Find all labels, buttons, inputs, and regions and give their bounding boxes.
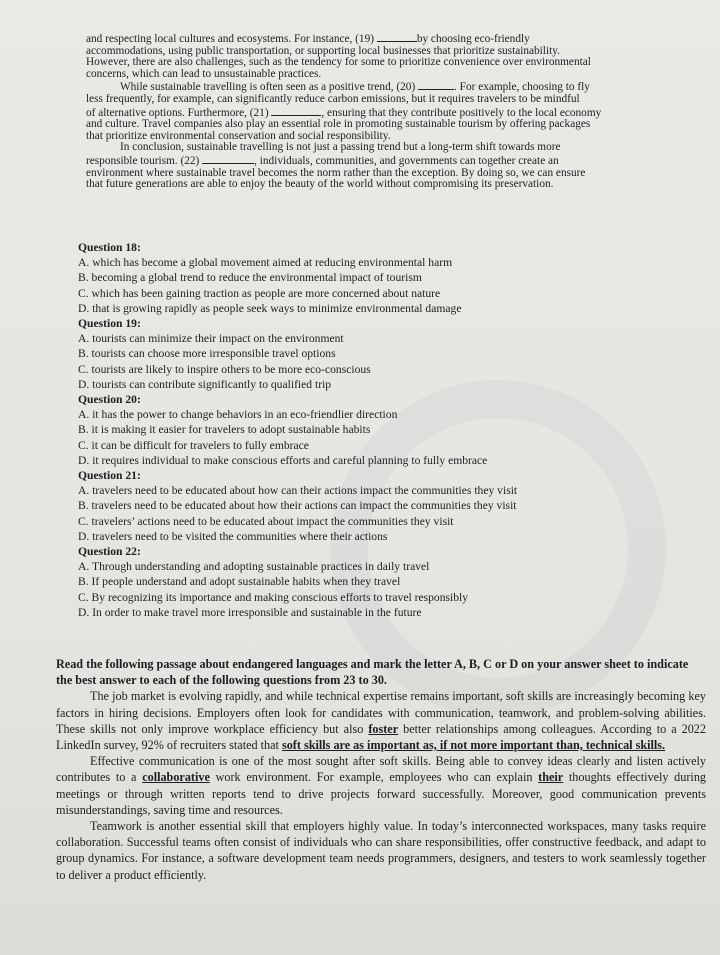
- paragraph-2: [56, 753, 706, 818]
- question-22: [78, 544, 638, 620]
- option-b: [78, 270, 638, 285]
- text-segment: of alternative options. Furthermore, (21): [86, 106, 272, 119]
- option-text: travelers’ actions need to be educated about impact the communities they visit: [91, 514, 454, 528]
- option-c: [78, 362, 638, 377]
- option-text: tourists can choose more irresponsible travel options: [91, 347, 336, 361]
- question-title: Question 18:: [78, 241, 141, 254]
- question-title: Question 20:: [78, 393, 141, 407]
- option-b: [78, 498, 638, 513]
- paragraph-3: Teamwork is another essential skill that employers highly value. In today’s interconnected workspaces, many tasks require collaboration. Successful teams often consist of individuals who can share responsibilities, offer constructive feedback, and adapt to group dynamics. For instance, a software development team needs programmers, designers, and testers to work seamlessly together to deliver a product efficiently.: [56, 819, 706, 882]
- text-segment: . For example, choosing to fly: [454, 81, 590, 94]
- option-key: D.: [78, 529, 90, 543]
- text-segment: work environment. For example, employees who can explain: [209, 770, 539, 785]
- option-c: [78, 286, 638, 301]
- option-key: C.: [78, 362, 89, 376]
- text-line: [86, 80, 676, 94]
- questions-18-22: [78, 240, 638, 620]
- option-text: tourists can minimize their impact on the environment: [92, 332, 344, 346]
- option-key: C.: [78, 286, 89, 300]
- option-c: [78, 590, 638, 605]
- option-key: D.: [78, 453, 90, 467]
- option-d: [78, 453, 638, 468]
- section-instruction: Read the following passage about endangered languages and mark the letter A, B, C or D on your answer sheet to indicate the best answer to each of the following questions from 23 to 30.: [56, 657, 689, 688]
- underlined-sentence: soft skills are as important as, if not more important than, technical skills.: [281, 738, 666, 753]
- text-segment: by choosing eco-friendly: [416, 33, 530, 45]
- option-text: it is making it easier for travelers to adopt sustainable habits: [91, 423, 371, 437]
- option-key: B.: [78, 347, 89, 361]
- option-key: D.: [78, 605, 90, 619]
- option-text: which has become a global movement aimed at reducing environmental harm: [92, 256, 453, 270]
- option-key: B.: [78, 499, 89, 513]
- text-segment: , individuals, communities, and governments can together create an: [254, 154, 559, 167]
- option-text: it can be difficult for travelers to fully embrace: [91, 438, 309, 452]
- text-segment: thoughts effectively during meetings or through written reports tend to drive projects forward successfully. Moreover, good communication prevents misunderstandings, saving time and resources.: [56, 770, 707, 817]
- option-key: C.: [78, 590, 89, 604]
- question-title: Question 21:: [78, 469, 141, 483]
- option-text: By recognizing its importance and making conscious efforts to travel responsibly: [91, 590, 469, 604]
- option-key: A.: [78, 332, 90, 346]
- option-text: tourists are likely to inspire others to be more eco-conscious: [91, 362, 371, 376]
- option-d: [78, 377, 638, 392]
- text-line: that prioritize environmental conservation and social responsibility.: [86, 129, 391, 142]
- option-b: [78, 574, 638, 589]
- text-line: and culture. Travel companies also play an essential role in promoting sustainable tourism by offering packages: [86, 118, 591, 131]
- option-key: B.: [78, 423, 89, 437]
- option-text: tourists can contribute significantly to qualified trip: [92, 377, 332, 391]
- text-line: less frequently, for example, can significantly reduce carbon emissions, but it requires travelers to be mindful: [86, 92, 580, 105]
- option-b: [78, 346, 638, 361]
- option-text: which has been gaining traction as people are more concerned about nature: [91, 286, 441, 300]
- option-text: it requires individual to make conscious efforts and careful planning to fully embrace: [92, 453, 488, 467]
- text-segment: The job market is evolving rapidly, and while technical expertise remains important, soft skills are increasingly becoming key factors in hiring decisions. Employers often look for candidates with communication, teamwork, and problem-solving abilities. These skills not only improve workplace efficiency but also: [56, 689, 706, 736]
- passage-2: [56, 656, 706, 883]
- option-c: [78, 514, 638, 529]
- option-a: [78, 483, 638, 498]
- option-key: D.: [78, 301, 90, 315]
- text-line: In conclusion, sustainable travelling is not just a passing trend but a long-term shift towards more: [120, 141, 561, 154]
- text-segment: better relationships among colleagues. According to a 2022 LinkedIn survey, 92% of recruiters stated that: [56, 721, 706, 753]
- option-a: [78, 559, 638, 574]
- blank-21: [271, 106, 321, 116]
- question-title: Question 19:: [78, 317, 141, 331]
- option-key: A.: [78, 484, 90, 498]
- text-segment: Effective communication is one of the most sought after soft skills. Being able to convey ideas clearly and listen actively contributes to a: [56, 754, 706, 785]
- option-b: [78, 422, 638, 437]
- option-key: B.: [78, 575, 89, 589]
- text-line: concerns, which can lead to unsustainable practices.: [86, 67, 322, 80]
- text-line: [86, 154, 676, 168]
- option-text: If people understand and adopt sustainable habits when they travel: [91, 575, 401, 589]
- underlined-word-foster: foster: [368, 721, 399, 736]
- option-key: A.: [78, 408, 90, 422]
- option-key: C.: [78, 438, 89, 452]
- option-a: [78, 255, 638, 270]
- option-text: travelers need to be educated about how can their actions impact the communities they visit: [92, 484, 518, 498]
- text-line: accommodations, using public transportation, or supporting local businesses that prioritize sustainability.: [86, 44, 560, 57]
- underlined-word-collaborative: collaborative: [142, 770, 210, 785]
- question-20: [78, 392, 638, 468]
- question-19: [78, 316, 638, 392]
- text-segment: , ensuring that they contribute positively to the local economy: [321, 106, 602, 119]
- text-segment: While sustainable travelling is often seen as a positive trend, (20): [120, 81, 419, 94]
- text-line: that future generations are able to enjoy the beauty of the world without compromising its preservation.: [86, 178, 554, 191]
- option-key: D.: [78, 377, 90, 391]
- blank-22: [202, 154, 254, 164]
- option-a: [78, 407, 638, 422]
- option-text: travelers need to be visited the communities where their actions: [92, 529, 388, 543]
- text-line: [86, 32, 676, 46]
- option-key: A.: [78, 256, 90, 270]
- question-18: [78, 240, 638, 316]
- option-text: becoming a global trend to reduce the environmental impact of tourism: [91, 271, 422, 285]
- option-key: C.: [78, 514, 89, 528]
- option-key: B.: [78, 271, 89, 285]
- text-line: environment where sustainable travel becomes the norm rather than the exception. By doing so, we can ensure: [86, 166, 586, 179]
- option-text: travelers need to be educated about how their actions can impact the communities they visit: [91, 499, 517, 513]
- option-d: [78, 605, 638, 620]
- text-line: [86, 106, 676, 120]
- blank-20: [418, 80, 454, 90]
- question-title: Question 22:: [78, 545, 141, 559]
- option-text: that is growing rapidly as people seek ways to minimize environmental damage: [92, 301, 462, 315]
- blank-19: [377, 32, 417, 42]
- question-21: [78, 468, 638, 544]
- option-key: A.: [78, 560, 90, 574]
- option-text: Through understanding and adopting sustainable practices in daily travel: [91, 560, 430, 574]
- option-text: it has the power to change behaviors in an eco-friendlier direction: [92, 408, 398, 422]
- option-c: [78, 438, 638, 453]
- option-text: In order to make travel more irresponsible and sustainable in the future: [92, 605, 422, 619]
- passage-1-text: [86, 32, 676, 191]
- paragraph-1: [56, 688, 706, 753]
- text-segment: and respecting local cultures and ecosystems. For instance, (19): [86, 33, 377, 45]
- text-segment: responsible tourism. (22): [86, 154, 203, 167]
- option-d: [78, 529, 638, 544]
- option-a: [78, 331, 638, 346]
- underlined-word-their: their: [538, 770, 564, 785]
- option-d: [78, 301, 638, 316]
- text-line: However, there are also challenges, such as the tendency for some to prioritize convenience over environmental: [86, 56, 591, 69]
